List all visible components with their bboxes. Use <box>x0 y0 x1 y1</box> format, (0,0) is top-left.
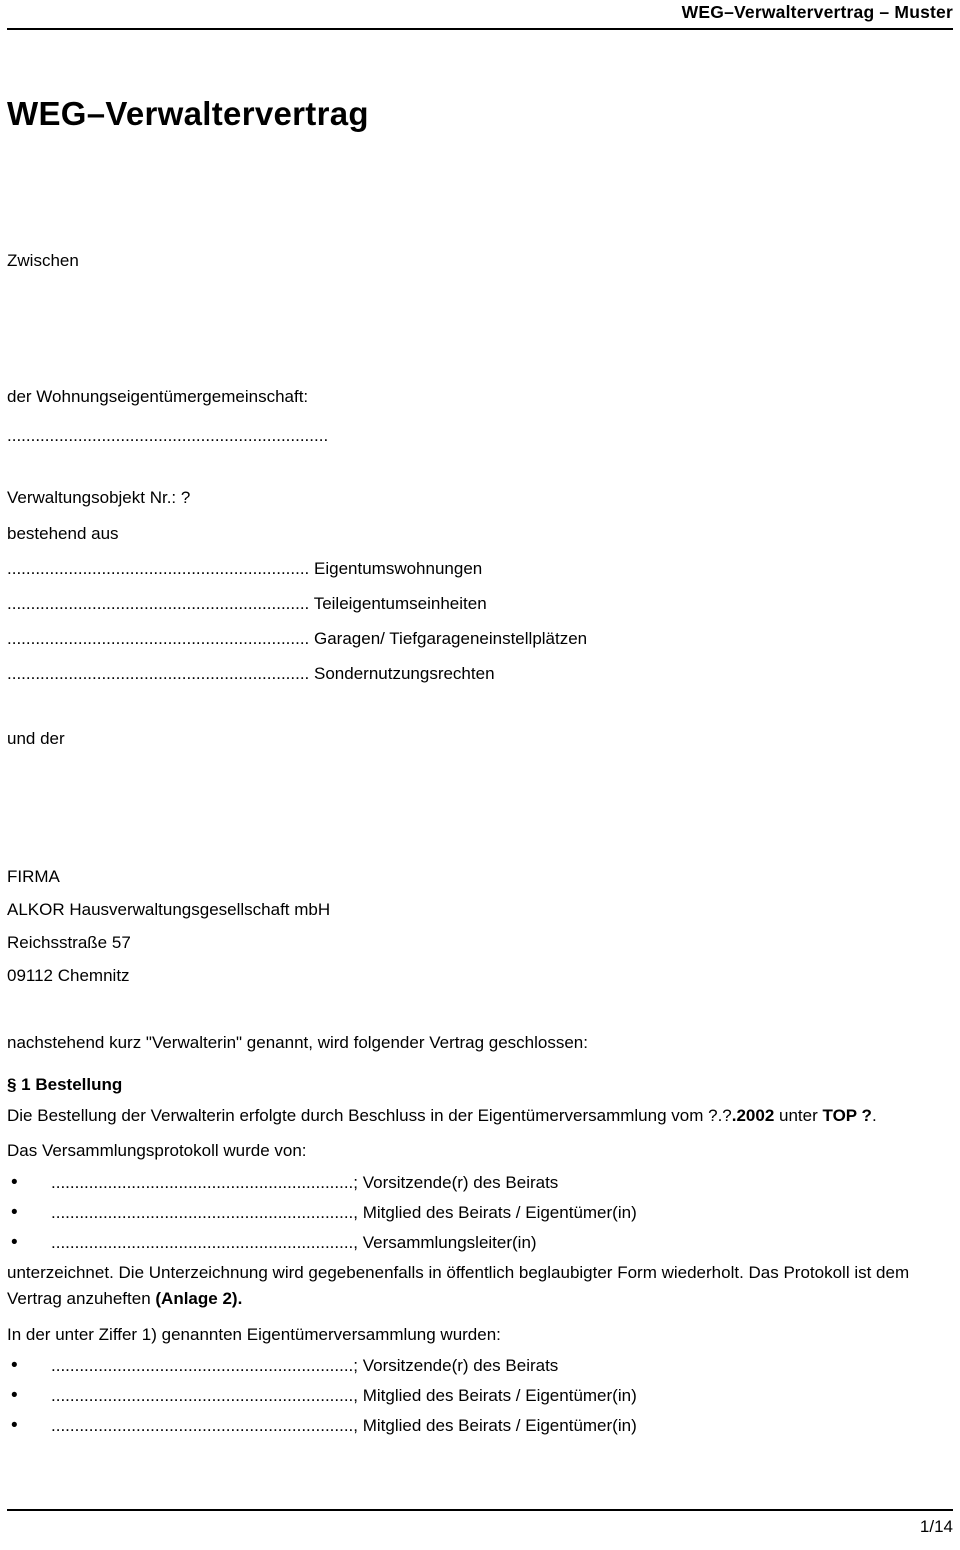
p1-bold-top: TOP ? <box>822 1106 872 1125</box>
manager-firma-label: FIRMA <box>7 867 60 886</box>
unit-line-sondernutzungsrechten: ................................................................ Sondernutzungsrechten <box>7 664 495 683</box>
p1-text-2: unter <box>774 1106 823 1125</box>
party-intro-und-der: und der <box>7 729 65 748</box>
footer-rule <box>7 1509 953 1537</box>
list-item-signer-3: • ................................................................, Versammlungsleiter(in) <box>7 1228 953 1258</box>
association-fill-line: .................................................................... <box>7 426 329 445</box>
list-item-signer-1: • ................................................................; Vorsitzende(r) des Beirats <box>7 1168 953 1198</box>
section-1-paragraph-unterzeichnet <box>7 1260 953 1312</box>
contract-preamble: nachstehend kurz "Verwalterin" genannt, wird folgender Vertrag geschlossen: <box>7 1033 588 1052</box>
list-item-attendee-3: • ................................................................, Mitglied des Beirats / Eigentümer(in) <box>7 1411 953 1441</box>
p1-text-3: . <box>871 1106 877 1125</box>
list-item-attendee-1: • ................................................................; Vorsitzende(r) des Beirats <box>7 1351 953 1381</box>
party-intro-zwischen: Zwischen <box>7 251 79 270</box>
page-header <box>7 2 953 23</box>
section-1-heading: § 1 Bestellung <box>7 1075 123 1094</box>
p2-bold-anlage: (Anlage 2). <box>155 1289 243 1308</box>
list-item-signer-2: • ................................................................, Mitglied des Beirats / Eigentümer(in) <box>7 1198 953 1228</box>
protokoll-intro: Das Versammlungsprotokoll wurde von: <box>7 1141 307 1160</box>
management-object-line: Verwaltungsobjekt Nr.: ? <box>7 488 191 507</box>
manager-city: 09112 Chemnitz <box>7 966 130 985</box>
manager-street: Reichsstraße 57 <box>7 933 131 952</box>
manager-name: ALKOR Hausverwaltungsgesellschaft mbH <box>7 900 331 919</box>
running-header-title: WEG–Verwaltervertrag – Muster <box>681 2 953 22</box>
page-number: 1/14 <box>919 1517 953 1536</box>
header-rule <box>7 28 953 30</box>
section-1-paragraph-bestellung <box>7 1103 953 1129</box>
p1-text-1: Die Bestellung der Verwalterin erfolgte durch Beschluss in der Eigentümerversammlung vom ?.? <box>7 1106 732 1125</box>
versammlung-attendees-list <box>7 1351 953 1441</box>
document-title: WEG–Verwaltervertrag <box>7 95 369 132</box>
association-label: der Wohnungseigentümergemeinschaft: <box>7 387 309 406</box>
p1-bold-year: .2002 <box>731 1106 775 1125</box>
unit-line-eigentumswohnungen: ................................................................ Eigentumswohnungen <box>7 559 483 578</box>
unit-line-garagen: ................................................................ Garagen/ Tiefgarageneinstellplätzen <box>7 629 588 648</box>
unit-line-teileigentumseinheiten: ................................................................ Teileigentumseinheiten <box>7 594 487 613</box>
p2-text-1: unterzeichnet. Die Unterzeichnung wird gegebenenfalls in öffentlich beglaubigter Form wiederholt. Das Protokoll ist dem Vertrag anzuheften <box>7 1263 910 1308</box>
versammlung-intro: In der unter Ziffer 1) genannten Eigentümerversammlung wurden: <box>7 1325 501 1344</box>
protokoll-signers-list <box>7 1168 953 1258</box>
list-item-attendee-2: • ................................................................, Mitglied des Beirats / Eigentümer(in) <box>7 1381 953 1411</box>
consisting-of-label: bestehend aus <box>7 524 119 543</box>
manager-address-block <box>7 860 953 992</box>
